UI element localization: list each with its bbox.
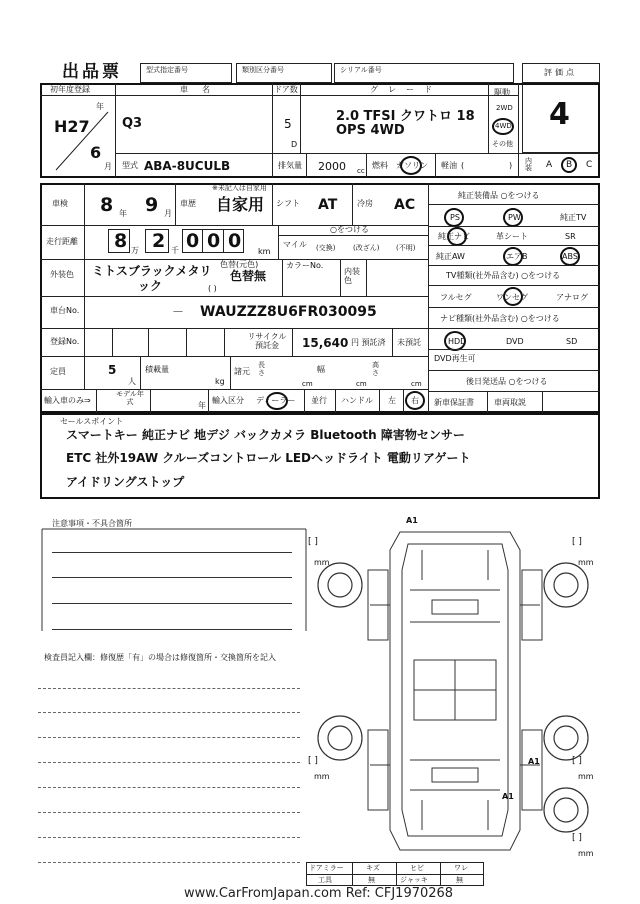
navi-hdd-circle	[444, 331, 466, 351]
category-label: 類別区分番号	[242, 66, 284, 74]
fuel-circle	[400, 156, 422, 175]
width-cm-unit: cm	[356, 380, 367, 388]
height-label: 高さ	[372, 361, 379, 377]
later-warranty: 新車保証書	[434, 398, 474, 407]
repaint-value: 色替無	[230, 269, 267, 283]
damage-mark-bumper: A1	[502, 792, 514, 801]
displacement-unit: cc	[357, 167, 365, 175]
first-reg-label: 初年度登録	[50, 85, 90, 94]
interior-color-label: 内装色	[344, 267, 360, 285]
spare-mm: mm	[578, 849, 594, 858]
doors-label: ドア数	[274, 85, 298, 94]
damage-mark-front: A1	[406, 516, 418, 525]
capacity-value: 5	[108, 363, 117, 377]
mile-label: マイル	[283, 240, 307, 249]
usage-value: 自家用	[216, 195, 265, 214]
inspection-month-unit: 月	[164, 209, 172, 218]
fuel-value: ガソリン	[396, 161, 428, 170]
mileage-label: 走行距離	[46, 237, 78, 246]
model-code-label: 型式	[122, 161, 138, 170]
navi-dvd: DVD	[506, 337, 524, 346]
tire-bracket: [ ]	[572, 756, 582, 766]
height-cm-unit: cm	[411, 380, 422, 388]
score-value: 4	[549, 97, 570, 132]
car-damage-diagram	[310, 510, 610, 875]
model-year-label: モデル年式	[116, 390, 144, 406]
tv-oneseg: ワンセグ	[496, 293, 528, 302]
recycle-value: 15,640	[302, 336, 349, 350]
inspection-month: 9	[145, 194, 159, 216]
drive-opt-4wd: 4WD	[495, 122, 512, 130]
equip-sr: SR	[565, 232, 576, 241]
legend-mirror: ドアミラー	[309, 864, 344, 872]
tv-title: TV種類(社外品含む) ○をつける	[446, 271, 561, 280]
inspection-label: 車検	[52, 199, 68, 208]
legend-crack: ヒビ	[410, 864, 424, 872]
equip-tv: 純正TV	[560, 213, 587, 222]
km-unit: km	[258, 247, 271, 256]
grade-label: グレード	[370, 85, 442, 94]
chassis-label: 車台No.	[50, 306, 80, 315]
name-value: Q3	[122, 116, 143, 131]
equip-airbag-circle	[503, 247, 523, 266]
modified-label: (改ざん)	[353, 244, 380, 252]
legend-jack: ジャッキ	[400, 876, 428, 884]
tire-bracket: [ ]	[572, 833, 582, 843]
watermark-footer: www.CarFromJapan.com Ref: CFJ1970268	[184, 886, 454, 901]
length-label: 長さ	[258, 361, 265, 377]
drive-opt-2wd: 2WD	[496, 104, 513, 112]
color-value-line1: ミトスブラックメタリ	[92, 264, 212, 278]
capacity-unit: 人	[128, 377, 136, 386]
repaint-paren: ( )	[208, 284, 217, 293]
chassis-dash: －	[172, 305, 185, 319]
equip-leather: 革シート	[496, 232, 528, 241]
tire-bracket: [ ]	[572, 537, 582, 547]
recycle-unpaid: 未預託	[397, 338, 421, 347]
tv-analog: アナログ	[556, 293, 588, 302]
parallel-label: 並行	[311, 396, 327, 405]
diesel-paren: (	[461, 161, 465, 170]
selling-points-line2: ETC 社外19AW クルーズコントロール LEDヘッドライト 電動リアゲート	[66, 451, 471, 465]
dims-label: 諸元	[234, 367, 250, 376]
equip-abs-circle	[560, 247, 580, 266]
tire-rr-mm: mm	[578, 772, 594, 781]
selling-points-label: セールスポイント	[60, 417, 124, 426]
fuel-label: 燃料	[372, 161, 388, 170]
tire-rl-mm: mm	[314, 772, 330, 781]
right-handle-circle	[405, 391, 425, 410]
sen-unit: 千	[171, 246, 179, 255]
load-label: 積載量	[145, 365, 169, 374]
right-handle: 右	[411, 396, 419, 405]
later-title: 後日発送品 ○をつける	[466, 377, 548, 386]
length-cm-unit: cm	[302, 380, 313, 388]
tire-fr-mm: mm	[578, 558, 594, 567]
form-title: 出品票	[62, 62, 122, 82]
ac-value: AC	[394, 197, 416, 213]
tv-fullseg: フルセグ	[440, 293, 472, 302]
interior-c: C	[586, 160, 593, 170]
reg-no-label: 登録No.	[50, 337, 80, 346]
damage-mark-rear: A1	[528, 757, 540, 766]
equipment-title: 純正装備品 ○をつける	[458, 191, 540, 200]
man-unit: 万	[131, 246, 139, 255]
legend-scratch: キズ	[366, 864, 380, 872]
inspection-year: 8	[100, 194, 114, 216]
model-year-unit: 年	[198, 401, 206, 410]
diesel-label: 軽油	[441, 161, 457, 170]
name-label: 車名	[180, 85, 224, 94]
exchange-label: (交換)	[316, 244, 336, 252]
ac-label: 冷房	[357, 199, 373, 208]
equip-navi-circle	[447, 227, 467, 246]
mileage-digit-4: 0	[207, 230, 221, 252]
first-reg-year-unit: 年	[96, 102, 104, 111]
equip-aw: 純正AW	[436, 252, 465, 261]
displacement-label: 排気量	[278, 161, 302, 170]
import-class-label: 輸入区分	[212, 396, 244, 405]
shift-value: AT	[318, 197, 338, 213]
first-reg-month: 6	[90, 143, 102, 162]
caution-label: 注意事項・不具合箇所	[52, 519, 132, 528]
serial-label: シリアル番号	[340, 66, 382, 74]
equip-pw-circle	[503, 208, 523, 227]
selling-points-line3: アイドリングストップ	[66, 475, 185, 489]
caution-bracket	[38, 527, 310, 637]
mileage-digit-2: 2	[152, 230, 166, 252]
capacity-label: 定員	[50, 367, 66, 376]
interior-b-circle	[561, 157, 577, 173]
selling-points-line1: スマートキー 純正ナビ 地デジ バックカメラ Bluetooth 障害物センサー	[66, 428, 465, 442]
legend-tools-label: 工具	[318, 876, 332, 884]
left-handle: 左	[388, 396, 396, 405]
model-code-value: ABA-8UCULB	[144, 159, 231, 173]
equip-ps: PS	[450, 213, 460, 222]
load-kg-unit: kg	[215, 377, 225, 386]
width-label: 幅	[317, 365, 325, 374]
tire-fl-mm: mm	[314, 558, 330, 567]
dvd-playback: DVD再生可	[434, 354, 476, 363]
tire-bracket: [ ]	[308, 537, 318, 547]
legend-break: ワレ	[454, 864, 468, 872]
equip-ps-circle	[444, 208, 464, 227]
mileage-digit-3: 0	[186, 230, 200, 252]
drive-label: 駆動	[494, 88, 510, 97]
handle-label: ハンドル	[341, 396, 373, 405]
recycle-label: リサイクル預託金	[247, 332, 287, 350]
color-label: 外装色	[50, 270, 74, 279]
score-label: 評価点	[544, 68, 577, 77]
later-manual: 車両取説	[494, 398, 526, 407]
interior-label: 内装	[525, 157, 532, 172]
recycle-unit: 円 預託済	[351, 338, 386, 347]
model-cert-label: 型式指定番号	[146, 66, 188, 74]
equip-navi: 純正ナビ	[438, 232, 470, 241]
first-reg-year: H27	[54, 117, 90, 136]
mileage-digit-1: 8	[114, 230, 128, 252]
color-value-line2: ック	[138, 279, 163, 293]
chassis-value: WAUZZZ8U6FR030095	[200, 304, 377, 320]
tv-oneseg-circle	[503, 287, 523, 306]
inspection-year-unit: 年	[119, 209, 127, 218]
usage-label: 車歴	[180, 199, 196, 208]
diesel-paren-close: )	[509, 161, 513, 170]
mileage-digit-5: 0	[228, 230, 242, 252]
equip-pw: PW	[508, 213, 521, 222]
navi-sd: SD	[566, 337, 578, 346]
interior-b: B	[566, 160, 573, 170]
shift-label: シフト	[276, 199, 300, 208]
legend-tools-none: 無	[368, 876, 375, 884]
grade-line2: OPS 4WD	[336, 123, 405, 138]
legend-jack-none: 無	[456, 876, 463, 884]
doors-suffix: D	[291, 140, 298, 149]
grade-line1: 2.0 TFSI クワトロ 18	[336, 109, 475, 124]
displacement-value: 2000	[318, 160, 346, 173]
equip-airbag: エアB	[506, 252, 528, 261]
import-label: 輸入車のみ⇒	[44, 396, 91, 405]
import-dealer-circle	[266, 392, 288, 410]
repaint-label: 色替(元色)	[220, 260, 259, 269]
diagonal-slash	[52, 110, 112, 172]
navi-title: ナビ種類(社外品含む) ○をつける	[440, 314, 560, 323]
equip-abs: ABS	[562, 252, 578, 261]
doors-value: 5	[284, 117, 292, 131]
first-reg-month-unit: 月	[104, 162, 112, 171]
unknown-label: (不明)	[396, 244, 416, 252]
color-no-label: カラーNo.	[286, 261, 324, 270]
inspector-label: 検査員記入欄：修復歴「有」の場合は修復箇所・交換箇所を記入	[44, 653, 276, 662]
usage-note: ※未記入は自家用	[212, 184, 267, 192]
drive-opt-other: その他	[492, 140, 513, 148]
drive-4wd-circle	[492, 118, 514, 135]
navi-hdd: HDD	[448, 337, 467, 346]
interior-a: A	[546, 160, 553, 170]
import-class-value: ディーラー	[256, 396, 296, 405]
tire-bracket: [ ]	[308, 756, 318, 766]
mileage-circle-note: ○をつける	[330, 225, 369, 234]
